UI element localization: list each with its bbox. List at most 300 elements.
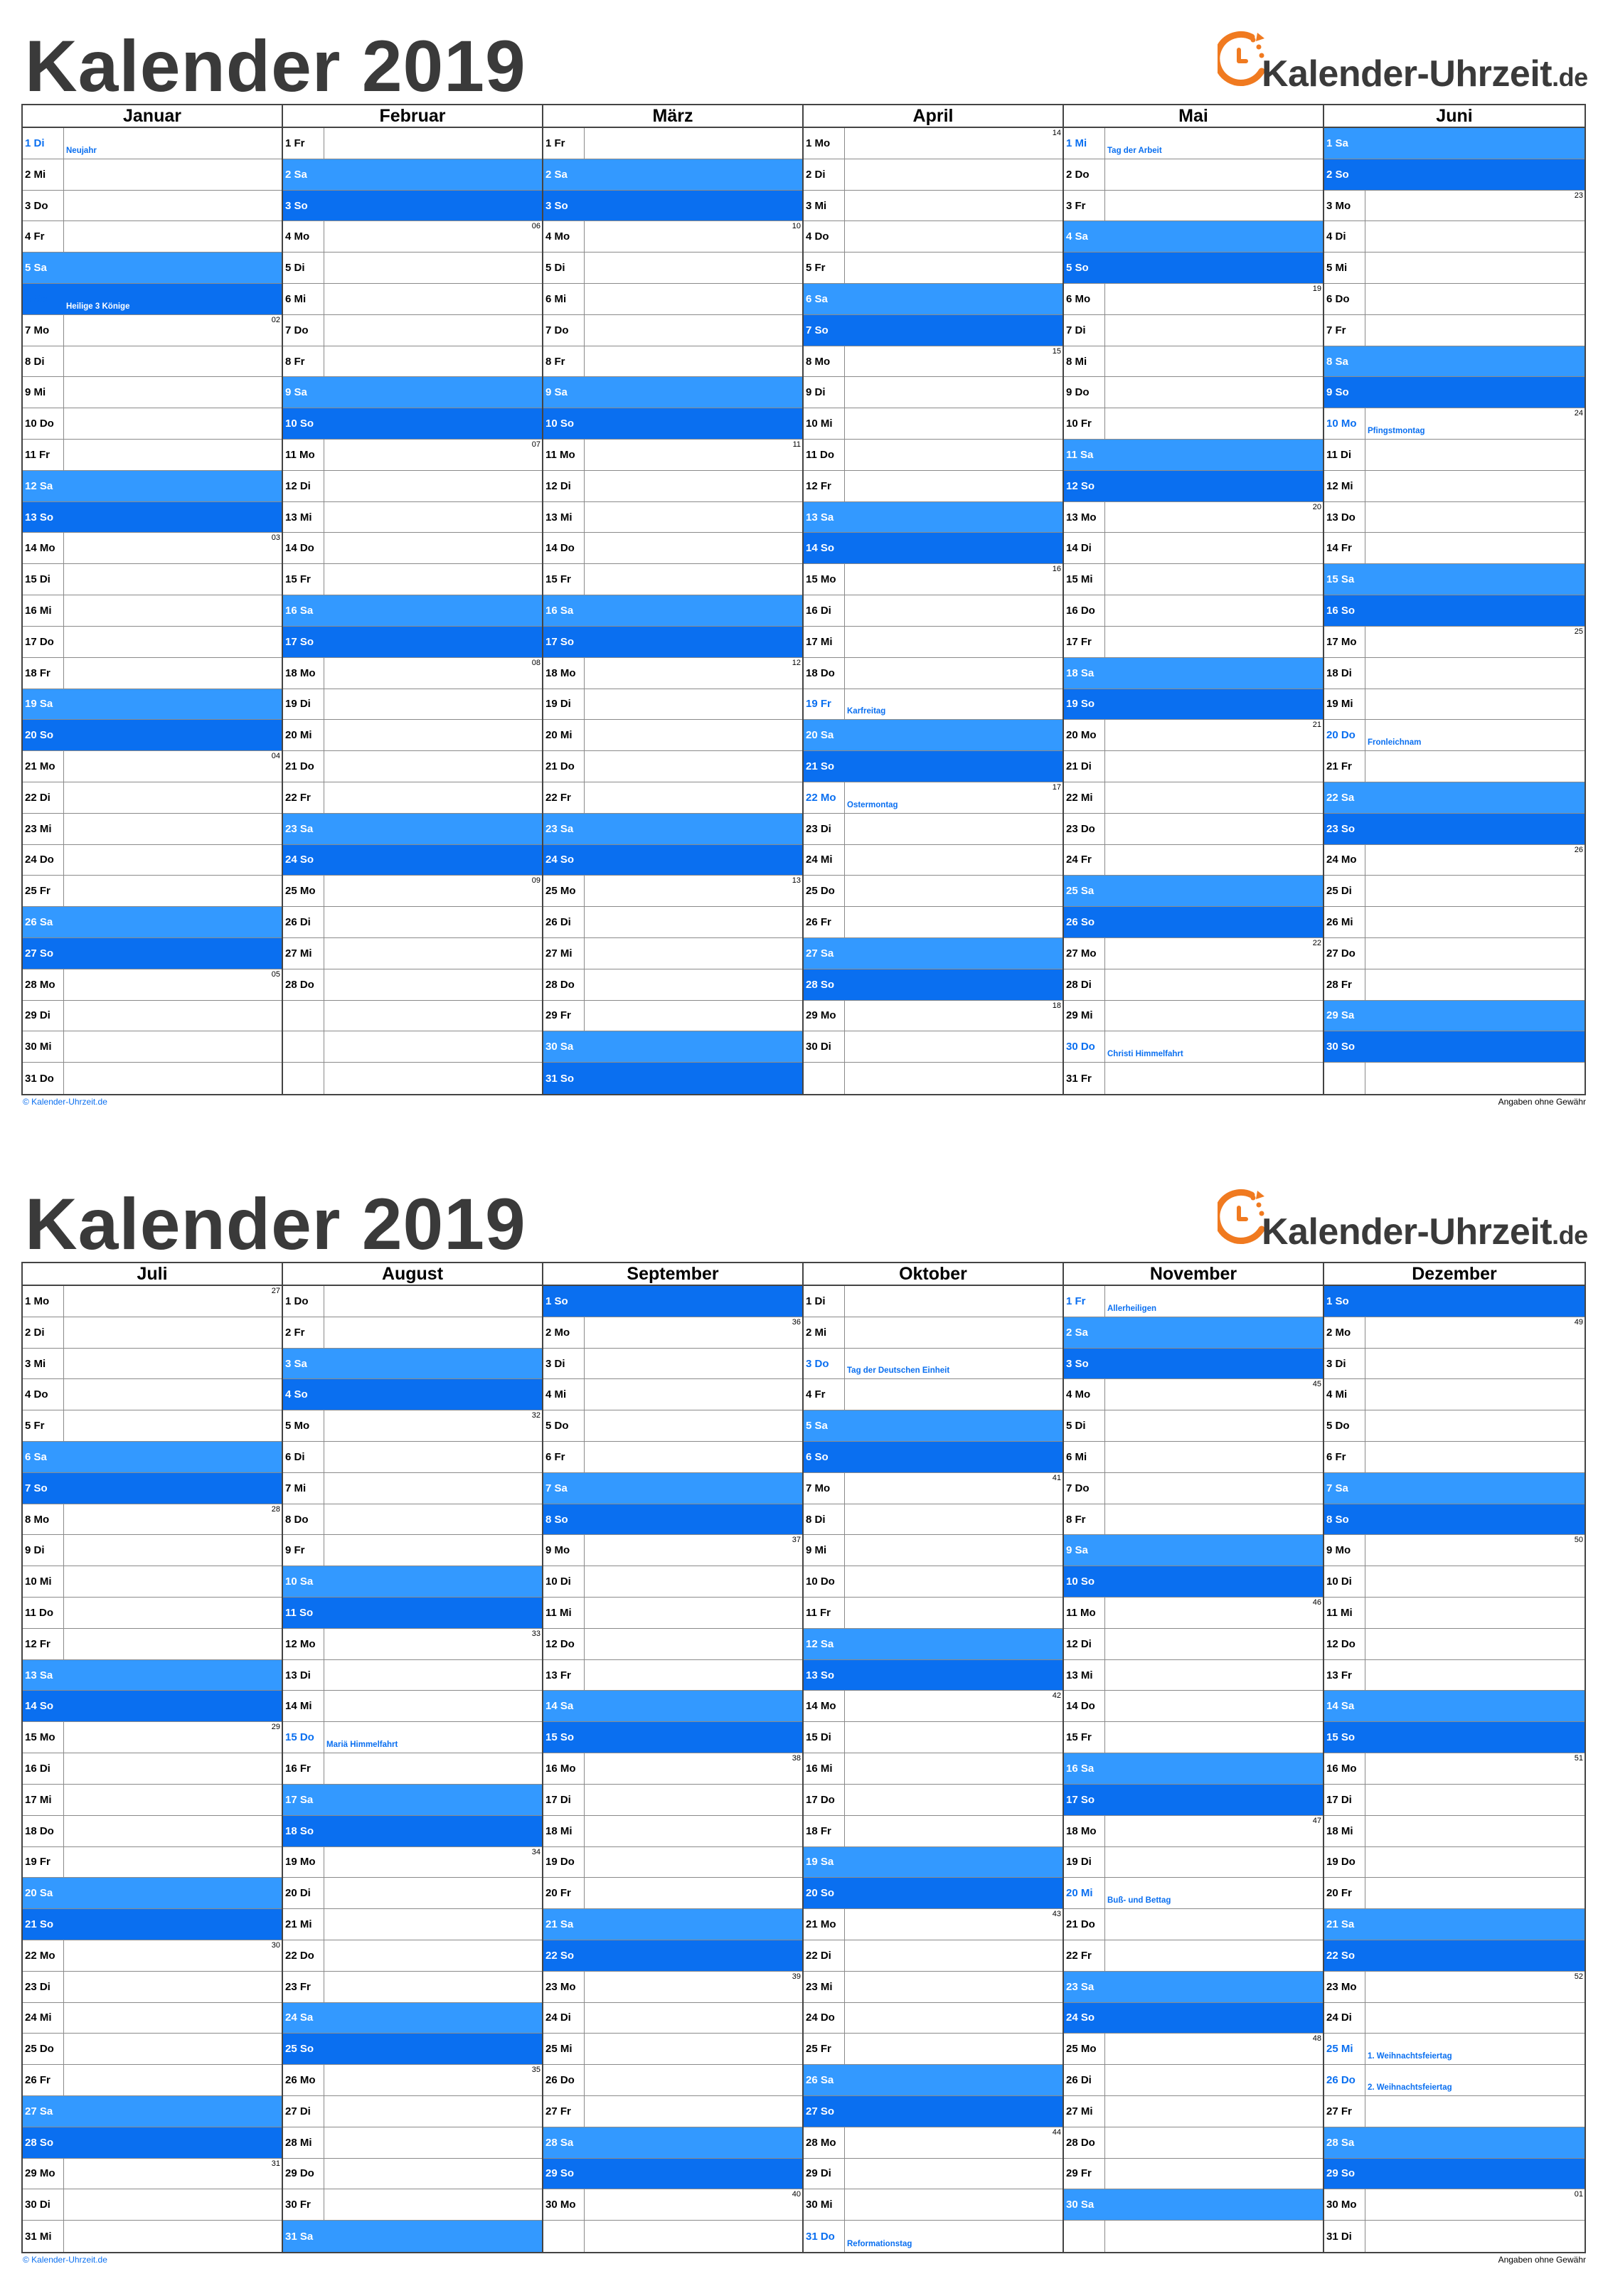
day-label: 29 Mo xyxy=(804,1001,845,1031)
day-note-cell xyxy=(64,1410,282,1441)
day-label: 2 Fr xyxy=(283,1317,324,1348)
day-label: 15 Do xyxy=(283,1722,324,1753)
empty-cell xyxy=(283,1031,324,1062)
month-header: Mai xyxy=(1064,105,1323,128)
empty-row xyxy=(543,2221,802,2252)
day-row xyxy=(804,1349,1063,1380)
day-label: 18 Mi xyxy=(543,1816,585,1846)
day-note-cell xyxy=(845,128,1063,159)
day-note-cell xyxy=(324,1660,542,1691)
day-row xyxy=(1064,1566,1323,1598)
day-note-cell xyxy=(324,1379,542,1410)
day-label: 18 Sa xyxy=(1066,666,1095,679)
day-row xyxy=(283,1566,542,1598)
month-header: August xyxy=(283,1263,542,1286)
day-note-cell xyxy=(1365,1286,1585,1317)
day-label: 1 Mo xyxy=(23,1286,64,1317)
week-number: 23 xyxy=(1574,191,1583,200)
day-label: 3 So xyxy=(285,199,308,212)
day-note-cell xyxy=(324,1410,542,1441)
day-row xyxy=(1064,284,1323,315)
day-note-cell xyxy=(324,284,542,314)
day-note-cell xyxy=(585,408,802,439)
day-note-cell xyxy=(585,471,802,501)
day-label: 7 So xyxy=(25,1482,48,1494)
day-note-cell xyxy=(324,2096,542,2127)
day-row xyxy=(23,1349,282,1380)
day-note-cell xyxy=(1365,1379,1585,1410)
day-row xyxy=(1064,1598,1323,1629)
day-note-cell xyxy=(1105,1660,1323,1691)
day-row xyxy=(283,876,542,907)
day-note-cell xyxy=(64,1691,282,1721)
day-note-cell xyxy=(324,1349,542,1379)
day-label: 23 Sa xyxy=(545,822,574,835)
day-note-cell xyxy=(1365,658,1585,689)
day-label: 20 Mi xyxy=(543,720,585,750)
day-note-cell xyxy=(1365,1972,1585,2002)
week-number: 21 xyxy=(1312,721,1321,730)
day-label: 15 Mi xyxy=(1064,564,1105,595)
day-row xyxy=(23,159,282,191)
copyright-link[interactable]: © Kalender-Uhrzeit.de xyxy=(23,1097,107,1107)
day-row xyxy=(543,1504,802,1536)
day-row xyxy=(804,2034,1063,2065)
day-row xyxy=(1324,1349,1585,1380)
day-row xyxy=(1324,938,1585,969)
empty-cell xyxy=(543,2221,585,2252)
day-label: 11 Fr xyxy=(23,440,64,470)
day-note-cell xyxy=(585,2189,802,2220)
day-row xyxy=(23,1691,282,1722)
day-note-cell xyxy=(845,2189,1063,2220)
empty-cell xyxy=(324,1063,542,1094)
calendar-page-2 xyxy=(0,1158,1603,2296)
day-label: 10 So xyxy=(1066,1575,1095,1588)
day-label: 14 Do xyxy=(543,533,585,563)
day-note-cell xyxy=(1365,128,1585,159)
day-note-cell xyxy=(585,564,802,595)
day-row xyxy=(1064,1535,1323,1566)
day-note-cell xyxy=(845,595,1063,626)
day-label: 24 Do xyxy=(804,2003,845,2034)
day-row xyxy=(23,1722,282,1753)
day-row xyxy=(804,284,1063,315)
holiday-label: Allerheiligen xyxy=(1107,1304,1157,1313)
day-row xyxy=(1064,1317,1323,1349)
day-label: 24 Sa xyxy=(285,2011,314,2024)
month-header: November xyxy=(1064,1263,1323,1286)
day-label: 28 Fr xyxy=(1324,969,1365,1000)
day-label: 11 Mi xyxy=(543,1598,585,1628)
day-row xyxy=(1064,689,1323,721)
week-number: 39 xyxy=(792,1972,801,1981)
day-label: 16 Fr xyxy=(283,1753,324,1784)
day-note-cell xyxy=(324,1566,542,1597)
day-row xyxy=(1064,408,1323,440)
day-label: 26 Di xyxy=(1064,2065,1105,2095)
day-label: 28 Mo xyxy=(804,2127,845,2158)
day-label: 15 Di xyxy=(804,1722,845,1753)
day-note-cell xyxy=(1105,1785,1323,1815)
day-note-cell xyxy=(1105,1878,1323,1908)
day-row xyxy=(543,1722,802,1753)
day-note-cell xyxy=(324,1940,542,1971)
day-label: 30 Sa xyxy=(545,1041,574,1053)
day-row xyxy=(543,471,802,502)
day-label: 6 Sa xyxy=(25,1450,47,1463)
day-label: 7 Mi xyxy=(283,1473,324,1504)
week-number: 07 xyxy=(531,440,540,450)
day-label: 29 Do xyxy=(283,2159,324,2189)
day-row xyxy=(23,1660,282,1691)
day-row xyxy=(804,159,1063,191)
day-row xyxy=(543,969,802,1001)
day-label: 21 Do xyxy=(543,751,585,782)
day-row xyxy=(543,377,802,408)
day-label: 26 Do xyxy=(1324,2065,1365,2095)
day-label: 29 Sa xyxy=(1326,1009,1355,1022)
day-note-cell xyxy=(845,627,1063,657)
week-number: 27 xyxy=(271,1287,280,1295)
day-label: 5 Mi xyxy=(1324,253,1365,283)
day-row xyxy=(543,221,802,253)
month-header: September xyxy=(543,1263,802,1286)
day-note-cell xyxy=(1105,1909,1323,1940)
day-row xyxy=(1064,1629,1323,1660)
day-note-cell xyxy=(845,2065,1063,2095)
day-row xyxy=(1064,1785,1323,1816)
day-row xyxy=(283,782,542,814)
day-row xyxy=(804,2159,1063,2190)
day-label: 27 Mi xyxy=(283,938,324,969)
day-label: 29 So xyxy=(1326,2167,1356,2180)
day-note-cell xyxy=(64,689,282,720)
day-label: 6 Di xyxy=(283,1442,324,1472)
day-label: 16 Mi xyxy=(804,1753,845,1784)
day-row xyxy=(543,938,802,969)
day-row xyxy=(1324,1410,1585,1442)
day-row xyxy=(23,1940,282,1972)
day-note-cell xyxy=(1365,2003,1585,2034)
holiday-label: Tag der Deutschen Einheit xyxy=(847,1366,950,1376)
week-number: 04 xyxy=(271,752,280,761)
day-label: 16 So xyxy=(1326,604,1356,617)
day-label: 17 So xyxy=(1066,1793,1095,1806)
day-row xyxy=(1324,502,1585,533)
day-row xyxy=(1064,1691,1323,1722)
empty-row xyxy=(1324,1063,1585,1094)
day-label: 13 Fr xyxy=(1324,1660,1365,1691)
day-note-cell xyxy=(585,938,802,969)
day-note-cell xyxy=(1365,876,1585,906)
day-note-cell xyxy=(64,1629,282,1659)
day-label: 8 Mo xyxy=(23,1504,64,1535)
day-note-cell xyxy=(64,1031,282,1062)
day-label: 15 Mo xyxy=(23,1722,64,1753)
day-row xyxy=(283,595,542,627)
day-note-cell xyxy=(324,191,542,221)
day-label: 22 Di xyxy=(23,782,64,813)
day-row xyxy=(1324,1753,1585,1785)
day-note-cell xyxy=(1105,284,1323,314)
day-label: 21 Do xyxy=(1064,1909,1105,1940)
day-note-cell xyxy=(1365,720,1585,750)
day-label: 20 So xyxy=(806,1887,835,1900)
day-label: 7 So xyxy=(806,324,829,336)
day-row xyxy=(23,253,282,284)
day-label: 4 Do xyxy=(23,1379,64,1410)
day-row xyxy=(804,876,1063,907)
day-row xyxy=(1064,315,1323,346)
day-note-cell xyxy=(324,969,542,1000)
week-number: 09 xyxy=(531,876,540,886)
day-row xyxy=(1324,408,1585,440)
day-row xyxy=(543,1317,802,1349)
day-row xyxy=(283,938,542,969)
week-number: 12 xyxy=(792,658,801,667)
day-row xyxy=(1064,1504,1323,1536)
day-label: 13 Sa xyxy=(25,1669,53,1681)
day-row xyxy=(543,1001,802,1032)
day-label: 19 Mi xyxy=(1324,689,1365,720)
day-note-cell xyxy=(64,253,282,283)
day-row xyxy=(1324,1909,1585,1940)
day-row xyxy=(1064,2065,1323,2096)
day-note-cell xyxy=(64,1317,282,1348)
day-note-cell xyxy=(64,315,282,346)
day-note-cell xyxy=(64,751,282,782)
day-row xyxy=(1324,2034,1585,2065)
day-note-cell xyxy=(1105,346,1323,377)
day-note-cell xyxy=(1105,2127,1323,2158)
day-note-cell xyxy=(845,1722,1063,1753)
day-row xyxy=(283,1442,542,1473)
disclaimer: Angaben ohne Gewähr xyxy=(1498,2255,1586,2265)
day-label: 10 So xyxy=(545,418,575,430)
day-label: 17 Di xyxy=(1324,1785,1365,1815)
day-row xyxy=(543,2127,802,2159)
day-note-cell xyxy=(1365,1878,1585,1908)
day-row xyxy=(804,1410,1063,1442)
day-note-cell xyxy=(1365,1660,1585,1691)
day-label: 28 Sa xyxy=(1326,2136,1355,2149)
day-row xyxy=(1324,1379,1585,1410)
day-row xyxy=(1064,627,1323,658)
day-note-cell xyxy=(64,2003,282,2034)
day-label: 11 Mo xyxy=(543,440,585,470)
day-row xyxy=(543,2003,802,2034)
day-label: 18 Fr xyxy=(804,1816,845,1846)
week-number: 13 xyxy=(792,876,801,886)
day-note-cell xyxy=(845,1753,1063,1784)
day-label: 2 So xyxy=(1326,168,1349,181)
day-label: 6 Sa xyxy=(806,292,828,305)
day-row xyxy=(23,1629,282,1660)
day-note-cell xyxy=(1105,1349,1323,1379)
day-row xyxy=(283,159,542,191)
empty-row xyxy=(283,1063,542,1094)
day-label: 13 Mo xyxy=(1064,502,1105,533)
day-row xyxy=(804,845,1063,876)
day-note-cell xyxy=(324,1847,542,1878)
day-label: 31 Sa xyxy=(285,2230,314,2243)
day-note-cell xyxy=(845,1566,1063,1597)
day-row xyxy=(543,1629,802,1660)
day-row xyxy=(23,1785,282,1816)
day-label: 4 Mo xyxy=(283,221,324,252)
day-note-cell xyxy=(845,1785,1063,1815)
day-row xyxy=(283,720,542,751)
day-note-cell xyxy=(585,876,802,906)
day-label: 14 So xyxy=(25,1700,54,1713)
month-column xyxy=(1324,1263,1585,2252)
day-row xyxy=(283,814,542,845)
day-label: 25 Mi xyxy=(1324,2034,1365,2064)
day-label: 25 Sa xyxy=(1066,885,1095,898)
day-row xyxy=(283,2034,542,2065)
day-label: 14 Sa xyxy=(1326,1700,1355,1713)
month-header: Juli xyxy=(23,1263,282,1286)
day-label: 22 Mo xyxy=(804,782,845,813)
day-label: 30 So xyxy=(1326,1041,1356,1053)
day-row xyxy=(283,1410,542,1442)
day-row xyxy=(804,2221,1063,2252)
copyright-link[interactable]: © Kalender-Uhrzeit.de xyxy=(23,2255,107,2265)
day-note-cell xyxy=(845,1847,1063,1878)
day-label: 17 Mi xyxy=(804,627,845,657)
day-note-cell xyxy=(845,1286,1063,1317)
day-note-cell xyxy=(1365,782,1585,813)
day-note-cell xyxy=(1365,938,1585,969)
day-label: 10 Mi xyxy=(23,1566,64,1597)
day-note-cell xyxy=(1365,346,1585,377)
day-row xyxy=(804,751,1063,782)
day-label: 4 Mo xyxy=(543,221,585,252)
day-row xyxy=(23,1598,282,1629)
day-note-cell xyxy=(324,1972,542,2002)
day-label: 31 Mi xyxy=(23,2221,64,2252)
day-row xyxy=(283,845,542,876)
day-label: 10 Di xyxy=(1324,1566,1365,1597)
day-note-cell xyxy=(1365,845,1585,876)
day-label: 15 Mo xyxy=(804,564,845,595)
day-row xyxy=(543,1753,802,1785)
day-row xyxy=(23,814,282,845)
day-row xyxy=(1064,2096,1323,2127)
day-row xyxy=(804,346,1063,378)
day-label: 22 Fr xyxy=(1064,1940,1105,1971)
day-label: 28 Do xyxy=(1064,2127,1105,2158)
day-label: 29 Di xyxy=(804,2159,845,2189)
day-label: 23 Mo xyxy=(1324,1972,1365,2002)
day-label: 31 So xyxy=(545,1072,575,1085)
day-label: 5 Do xyxy=(1324,1410,1365,1441)
day-note-cell xyxy=(64,159,282,190)
day-label: 26 Fr xyxy=(804,907,845,937)
day-note-cell xyxy=(64,440,282,470)
day-note-cell xyxy=(324,502,542,533)
day-label: 26 Di xyxy=(543,907,585,937)
day-row xyxy=(283,1660,542,1691)
day-label: 30 Di xyxy=(804,1031,845,1062)
day-row xyxy=(1064,1816,1323,1847)
day-label: 21 Fr xyxy=(1324,751,1365,782)
day-row xyxy=(804,720,1063,751)
day-row xyxy=(1324,2065,1585,2096)
day-note-cell xyxy=(64,1847,282,1878)
day-note-cell xyxy=(1365,2221,1585,2252)
day-note-cell xyxy=(585,1063,802,1094)
day-note-cell xyxy=(845,969,1063,1000)
day-note-cell xyxy=(845,1442,1063,1472)
day-note-cell xyxy=(585,440,802,470)
week-number: 19 xyxy=(1312,285,1321,294)
day-note-cell xyxy=(324,1753,542,1784)
day-row xyxy=(1324,159,1585,191)
day-note-cell xyxy=(1105,2189,1323,2220)
day-label: 3 So xyxy=(545,199,568,212)
day-note-cell xyxy=(64,627,282,657)
day-label: 3 Mo xyxy=(1324,191,1365,221)
day-row xyxy=(804,1847,1063,1878)
day-row xyxy=(804,1691,1063,1722)
day-label: 24 Di xyxy=(1324,2003,1365,2034)
day-note-cell xyxy=(324,2065,542,2095)
day-row xyxy=(1064,253,1323,284)
day-label: 23 Mi xyxy=(23,814,64,844)
day-label: 2 Di xyxy=(804,159,845,190)
day-row xyxy=(543,1785,802,1816)
day-label: 27 Do xyxy=(1324,938,1365,969)
day-note-cell xyxy=(1365,1566,1585,1597)
day-note-cell xyxy=(1105,782,1323,813)
day-label: 13 Di xyxy=(283,1660,324,1691)
day-row xyxy=(23,627,282,658)
day-note-cell xyxy=(585,1660,802,1691)
day-label: 28 So xyxy=(806,978,835,991)
week-number: 46 xyxy=(1312,1598,1321,1607)
day-note-cell xyxy=(64,1286,282,1317)
day-note-cell xyxy=(845,1972,1063,2002)
day-note-cell xyxy=(1365,1410,1585,1441)
day-note-cell xyxy=(324,346,542,377)
day-label: 11 Do xyxy=(804,440,845,470)
day-note-cell xyxy=(324,1473,542,1504)
day-note-cell xyxy=(1365,907,1585,937)
day-row xyxy=(1324,1847,1585,1878)
day-row xyxy=(543,191,802,222)
day-label: 6 So xyxy=(806,1450,829,1463)
day-note-cell xyxy=(585,595,802,626)
day-row xyxy=(23,2003,282,2034)
day-row xyxy=(804,1442,1063,1473)
day-note-cell xyxy=(1365,315,1585,346)
day-row xyxy=(1324,2221,1585,2252)
day-note-cell xyxy=(64,1379,282,1410)
day-row xyxy=(283,751,542,782)
week-number: 31 xyxy=(271,2159,280,2168)
day-note-cell xyxy=(1105,876,1323,906)
day-row xyxy=(283,1847,542,1878)
day-note-cell xyxy=(845,845,1063,876)
day-row xyxy=(283,564,542,595)
clock-logo-icon xyxy=(1218,28,1267,100)
day-label: 29 Di xyxy=(23,1001,64,1031)
day-note-cell xyxy=(64,2189,282,2220)
day-note-cell xyxy=(845,1660,1063,1691)
day-row xyxy=(1324,2096,1585,2127)
